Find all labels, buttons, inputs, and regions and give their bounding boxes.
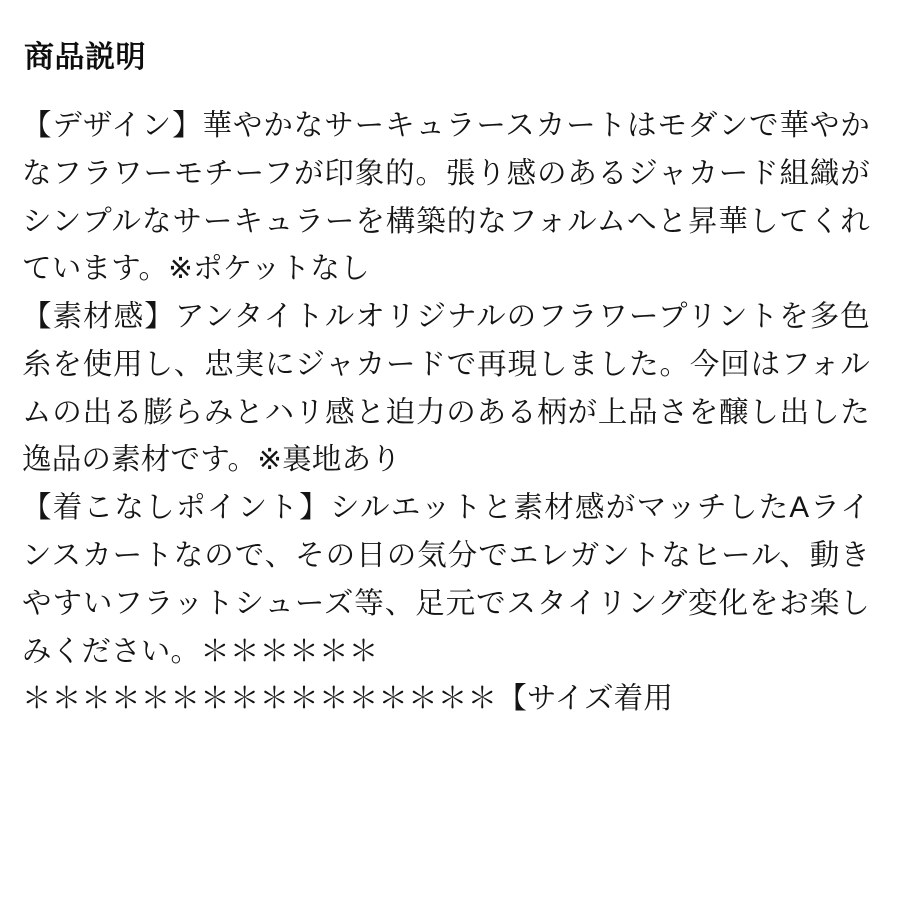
description-paragraph-material: 【素材感】アンタイトルオリジナルのフラワープリントを多色糸を使用し、忠実にジャカードで再現しました。今回はフォルムの出る膨らみとハリ感と迫力のある柄が上品さを醸し出した逸品の素材です。※裏地あり (22, 300, 870, 477)
description-paragraph-design: 【デザイン】華やかなサーキュラースカートはモダンで華やかなフラワーモチーフが印象的。張り感のあるジャカード組織がシンプルなサーキュラーを構築的なフォルムへと昇華してくれています。※ポケットなし (22, 109, 870, 286)
description-body (22, 102, 870, 723)
description-paragraph-size-intro: ＊＊＊＊＊＊＊＊＊＊＊＊＊＊＊＊【サイズ着用 (22, 682, 674, 716)
page-title: 商品説明 (24, 41, 146, 74)
description-paragraph-styling: 【着こなしポイント】シルエットと素材感がマッチしたAラインスカートなので、その日の気分でエレガントなヒール、動きやすいフラットシューズ等、足元でスタイリング変化をお楽しみください。＊＊＊＊＊＊ (22, 491, 870, 668)
